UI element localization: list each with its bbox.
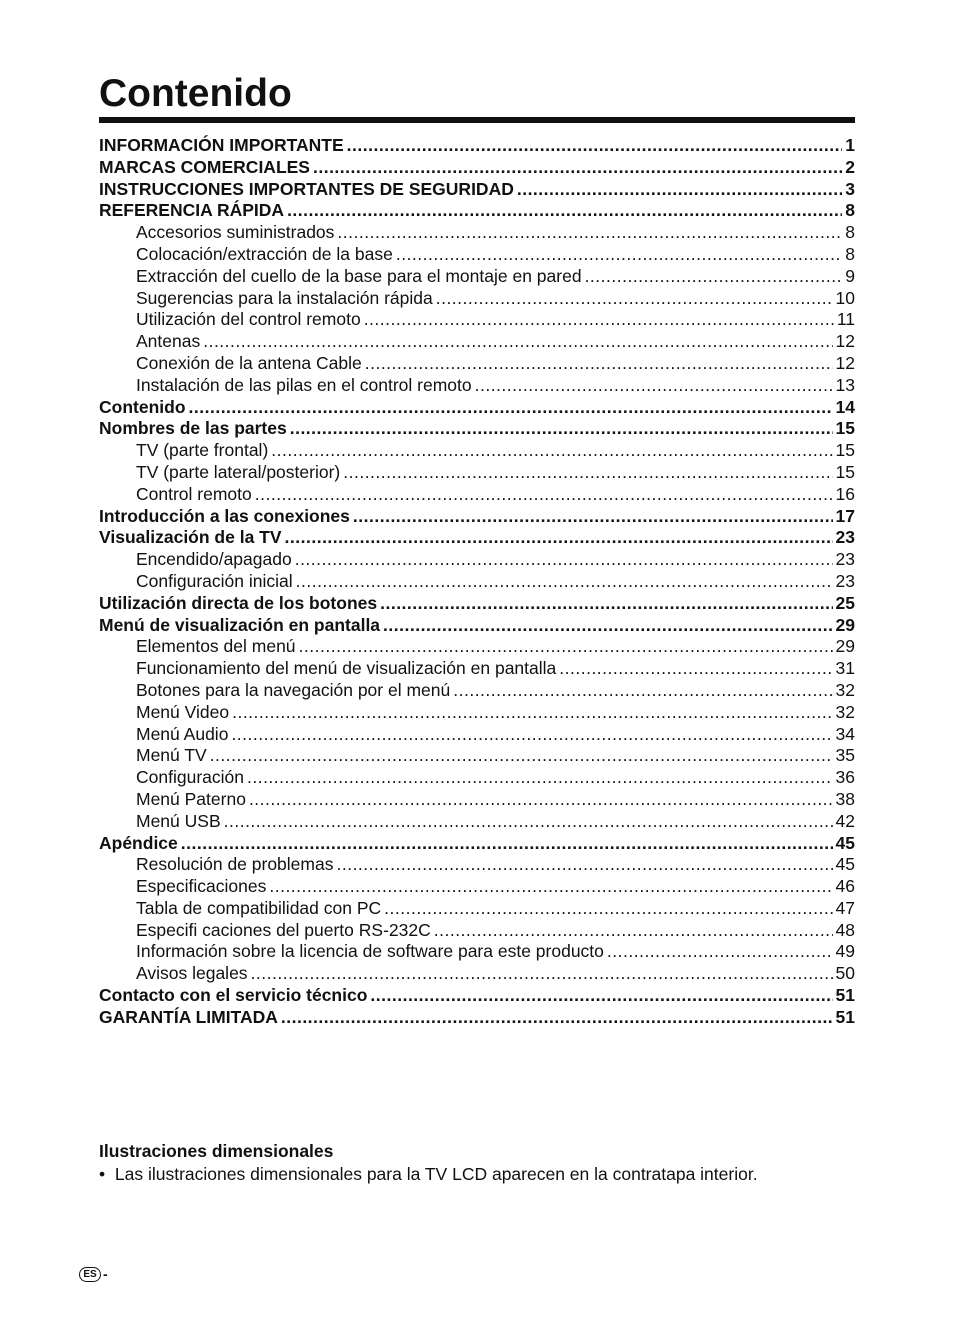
- toc-entry-main: [99, 397, 855, 419]
- toc-entry-sub: [99, 636, 855, 658]
- toc-leader-dots: [287, 200, 842, 222]
- toc-leader-dots: [189, 397, 833, 419]
- toc-page-number: 46: [835, 876, 855, 897]
- toc-entry-sub: [99, 375, 855, 397]
- toc-entry-sub: [99, 288, 855, 310]
- toc-page-number: 36: [835, 767, 855, 788]
- toc-page-number: 1: [845, 135, 855, 155]
- toc-entry-label: Nombres de las partes: [99, 418, 287, 439]
- toc-leader-dots: [585, 266, 843, 288]
- toc-entry-sub: [99, 549, 855, 571]
- toc-entry-sub: [99, 309, 855, 331]
- toc-page-number: 47: [835, 897, 855, 918]
- toc-entry-label: Contenido: [99, 396, 186, 417]
- page-number-dash: -: [103, 1266, 108, 1282]
- toc-entry-sub: [99, 244, 855, 266]
- toc-page-number: 29: [835, 636, 855, 657]
- toc-entry-label: Utilización del control remoto: [136, 309, 361, 330]
- toc-leader-dots: [255, 484, 833, 506]
- toc-page-number: 16: [835, 483, 855, 504]
- toc-entry-label: Menú Audio: [136, 723, 229, 744]
- toc-page-number: 12: [835, 331, 855, 352]
- toc-page-number: 45: [835, 832, 855, 853]
- toc-page-number: 42: [835, 810, 855, 831]
- toc-entry-label: Apéndice: [99, 832, 178, 853]
- toc-leader-dots: [249, 789, 833, 811]
- toc-entry-sub: [99, 331, 855, 353]
- toc-entry-label: Elementos del menú: [136, 636, 296, 657]
- toc-page-number: 8: [845, 222, 855, 243]
- toc-leader-dots: [370, 985, 832, 1007]
- toc-leader-dots: [434, 920, 833, 942]
- toc-leader-dots: [347, 135, 843, 157]
- toc-page-number: 10: [835, 287, 855, 308]
- toc-leader-dots: [365, 353, 833, 375]
- toc-leader-dots: [343, 462, 832, 484]
- toc-entry-label: Encendido/apagado: [136, 549, 292, 570]
- toc-entry-label: REFERENCIA RÁPIDA: [99, 200, 285, 221]
- toc-leader-dots: [453, 680, 832, 702]
- table-of-contents: [99, 135, 855, 1029]
- toc-entry-sub: [99, 920, 855, 942]
- toc-entry-label: Tabla de compatibilidad con PC: [136, 897, 382, 918]
- toc-leader-dots: [271, 440, 832, 462]
- toc-entry-label: TV (parte lateral/posterior): [136, 461, 341, 482]
- toc-entry-label: Especifi caciones del puerto RS-232C: [136, 919, 431, 940]
- toc-entry-label: Menú USB: [136, 810, 221, 831]
- toc-entry-label: Especificaciones: [136, 876, 267, 897]
- toc-leader-dots: [203, 331, 832, 353]
- toc-leader-dots: [295, 549, 833, 571]
- toc-entry-sub: [99, 462, 855, 484]
- toc-page-number: 34: [835, 723, 855, 744]
- toc-leader-dots: [396, 244, 842, 266]
- toc-leader-dots: [353, 506, 833, 528]
- toc-entry-sub: [99, 266, 855, 288]
- toc-page-number: 15: [835, 418, 855, 439]
- dimensional-text: Las ilustraciones dimensionales para la TV LCD aparecen en la contratapa interior.: [114, 1164, 758, 1184]
- toc-page-number: 48: [835, 919, 855, 940]
- toc-entry-main: [99, 527, 855, 549]
- toc-leader-dots: [210, 745, 833, 767]
- toc-entry-label: Información sobre la licencia de software para este producto: [136, 941, 604, 962]
- toc-entry-label: Accesorios suministrados: [136, 222, 335, 243]
- toc-leader-dots: [364, 309, 834, 331]
- toc-page-number: 15: [835, 461, 855, 482]
- toc-leader-dots: [337, 222, 842, 244]
- toc-entry-main: [99, 179, 855, 201]
- toc-entry-label: Menú TV: [136, 745, 207, 766]
- toc-page-number: 11: [836, 309, 855, 330]
- toc-entry-main: [99, 985, 855, 1007]
- toc-entry-sub: [99, 353, 855, 375]
- toc-entry-main: [99, 833, 855, 855]
- toc-entry-label: Menú de visualización en pantalla: [99, 614, 381, 635]
- toc-entry-label: Resolución de problemas: [136, 854, 334, 875]
- toc-page-number: 23: [835, 527, 855, 548]
- toc-leader-dots: [281, 1007, 833, 1029]
- toc-page-number: 12: [835, 352, 855, 373]
- toc-entry-label: Menú Paterno: [136, 788, 246, 809]
- toc-entry-sub: [99, 941, 855, 963]
- toc-entry-sub: [99, 571, 855, 593]
- toc-entry-sub: [99, 440, 855, 462]
- toc-leader-dots: [285, 527, 833, 549]
- toc-page-number: 32: [835, 679, 855, 700]
- toc-leader-dots: [224, 811, 833, 833]
- toc-entry-sub: [99, 963, 855, 985]
- toc-entry-main: [99, 615, 855, 637]
- toc-entry-label: Configuración inicial: [136, 570, 293, 591]
- toc-entry-label: Botones para la navegación por el menú: [136, 679, 451, 700]
- toc-entry-sub: [99, 876, 855, 898]
- toc-page-number: 23: [835, 570, 855, 591]
- toc-page-number: 23: [835, 549, 855, 570]
- toc-entry-main: [99, 506, 855, 528]
- toc-page-number: 9: [845, 265, 855, 286]
- toc-leader-dots: [181, 833, 833, 855]
- toc-entry-sub: [99, 898, 855, 920]
- toc-entry-label: Utilización directa de los botones: [99, 592, 378, 613]
- title-rule: [99, 117, 855, 123]
- toc-leader-dots: [384, 898, 832, 920]
- toc-entry-label: Contacto con el servicio técnico: [99, 985, 368, 1006]
- toc-leader-dots: [290, 418, 833, 440]
- dimensional-note: [99, 1164, 758, 1185]
- toc-entry-label: Visualización de la TV: [99, 527, 282, 548]
- toc-leader-dots: [247, 767, 833, 789]
- page-title: Contenido: [99, 72, 292, 115]
- toc-leader-dots: [475, 375, 833, 397]
- toc-page-number: 15: [835, 440, 855, 461]
- toc-entry-label: Introducción a las conexiones: [99, 505, 350, 526]
- toc-leader-dots: [296, 571, 833, 593]
- toc-leader-dots: [517, 179, 842, 201]
- toc-leader-dots: [436, 288, 833, 310]
- toc-entry-sub: [99, 484, 855, 506]
- toc-page-number: 51: [835, 985, 855, 1006]
- toc-entry-label: Extracción del cuello de la base para el montaje en pared: [136, 265, 582, 286]
- toc-entry-main: [99, 1007, 855, 1029]
- toc-entry-main: [99, 593, 855, 615]
- bullet: •: [99, 1164, 106, 1184]
- toc-entry-label: Control remoto: [136, 483, 252, 504]
- toc-page-number: 45: [835, 854, 855, 875]
- toc-leader-dots: [231, 724, 832, 746]
- toc-leader-dots: [607, 941, 833, 963]
- toc-page-number: 50: [835, 963, 855, 984]
- toc-page-number: 51: [835, 1006, 855, 1027]
- toc-entry-label: INSTRUCCIONES IMPORTANTES DE SEGURIDAD: [99, 178, 514, 199]
- toc-entry-sub: [99, 811, 855, 833]
- toc-leader-dots: [269, 876, 832, 898]
- toc-page-number: 2: [845, 156, 855, 177]
- toc-page-number: 49: [835, 941, 855, 962]
- toc-entry-label: Funcionamiento del menú de visualización en pantalla: [136, 658, 557, 679]
- toc-page-number: 14: [835, 396, 855, 417]
- toc-entry-sub: [99, 702, 855, 724]
- toc-leader-dots: [383, 615, 832, 637]
- toc-entry-label: Conexión de la antena Cable: [136, 352, 362, 373]
- toc-entry-main: [99, 200, 855, 222]
- toc-page-number: 17: [835, 505, 855, 526]
- toc-entry-label: Avisos legales: [136, 963, 248, 984]
- toc-entry-sub: [99, 745, 855, 767]
- toc-entry-label: Configuración: [136, 767, 244, 788]
- toc-entry-label: Sugerencias para la instalación rápida: [136, 287, 433, 308]
- toc-entry-sub: [99, 789, 855, 811]
- toc-leader-dots: [559, 658, 832, 680]
- toc-page-number: 38: [835, 788, 855, 809]
- toc-leader-dots: [232, 702, 832, 724]
- toc-leader-dots: [251, 963, 833, 985]
- toc-entry-main: [99, 135, 855, 157]
- language-badge-icon: ES: [79, 1267, 101, 1282]
- toc-page-number: 8: [845, 243, 855, 264]
- toc-page-number: 31: [835, 658, 855, 679]
- toc-leader-dots: [299, 636, 833, 658]
- toc-leader-dots: [380, 593, 832, 615]
- toc-leader-dots: [336, 854, 832, 876]
- toc-page-number: 32: [835, 701, 855, 722]
- toc-entry-sub: [99, 680, 855, 702]
- toc-entry-sub: [99, 724, 855, 746]
- toc-page-number: 25: [835, 592, 855, 613]
- toc-entry-sub: [99, 767, 855, 789]
- toc-entry-main: [99, 418, 855, 440]
- toc-entry-label: GARANTÍA LIMITADA: [99, 1006, 278, 1027]
- toc-page-number: 3: [845, 178, 855, 199]
- toc-entry-sub: [99, 222, 855, 244]
- toc-page-number: 29: [835, 614, 855, 635]
- toc-page-number: 35: [835, 745, 855, 766]
- toc-entry-main: [99, 157, 855, 179]
- toc-entry-label: INFORMACIÓN IMPORTANTE: [99, 135, 344, 155]
- toc-entry-sub: [99, 658, 855, 680]
- dimensional-heading: Ilustraciones dimensionales: [99, 1141, 334, 1161]
- toc-entry-label: Colocación/extracción de la base: [136, 243, 393, 264]
- toc-entry-label: Antenas: [136, 331, 201, 352]
- toc-entry-label: TV (parte frontal): [136, 440, 269, 461]
- toc-entry-label: Menú Video: [136, 701, 230, 722]
- toc-entry-label: MARCAS COMERCIALES: [99, 156, 310, 177]
- toc-entry-sub: [99, 854, 855, 876]
- toc-entry-label: Instalación de las pilas en el control remoto: [136, 374, 472, 395]
- toc-page-number: 13: [835, 374, 855, 395]
- toc-page-number: 8: [845, 200, 855, 221]
- page-footer: [79, 1266, 108, 1282]
- toc-leader-dots: [313, 157, 842, 179]
